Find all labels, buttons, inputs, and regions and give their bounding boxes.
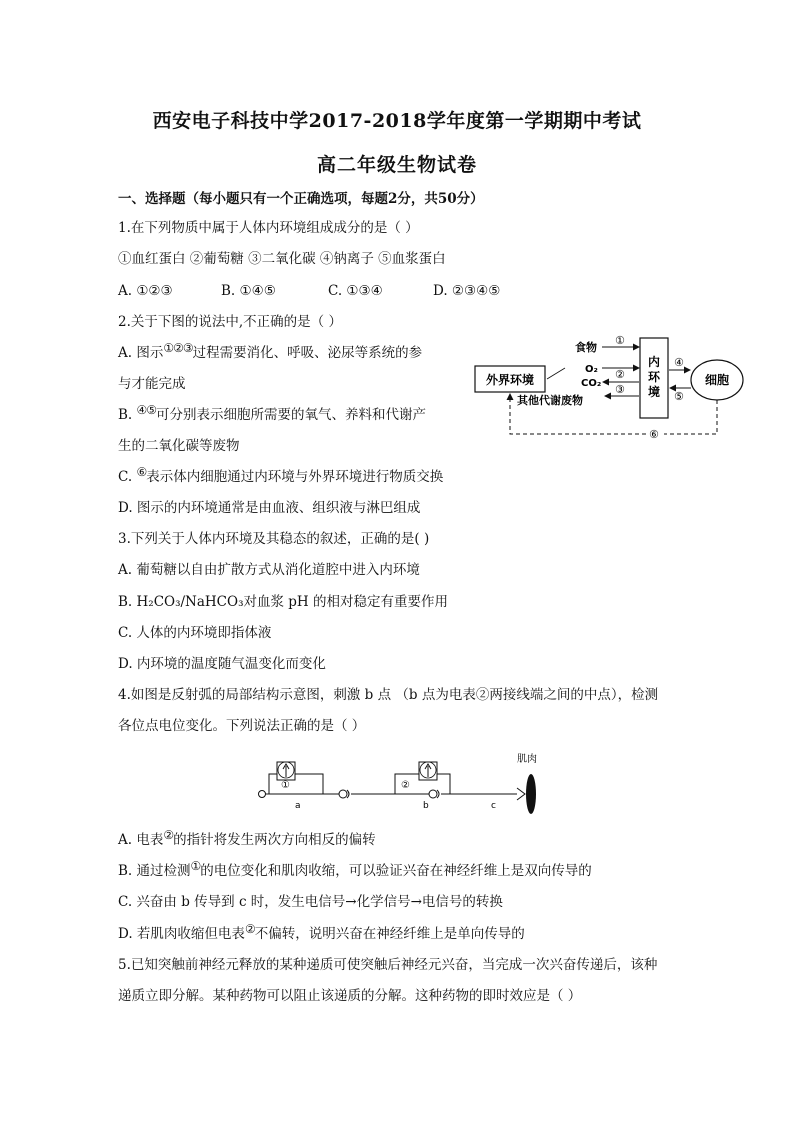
question-1-option-b: B. ①④⑤ bbox=[221, 283, 276, 299]
inner-label-2: 环 bbox=[647, 370, 661, 384]
circle-3: ③ bbox=[615, 383, 625, 396]
synapse-left-2 bbox=[429, 790, 437, 798]
question-2-option-a-cont: 与才能完成 bbox=[118, 376, 186, 392]
circled-numbers: ④⑤ bbox=[136, 403, 157, 417]
circle-5: ⑤ bbox=[674, 390, 684, 403]
circle-4: ④ bbox=[674, 356, 684, 369]
exam-subtitle: 高二年级生物试卷 bbox=[316, 154, 477, 176]
question-3-stem: 3.下列关于人体内环境及其稳态的叙述，正确的是( ) bbox=[118, 531, 430, 547]
question-5-stem-line2: 递质立即分解。某种药物可以阻止该递质的分解。这种药物的即时效应是（ ） bbox=[118, 988, 582, 1004]
inner-label-1: 内 bbox=[647, 355, 661, 369]
exam-title: 西安电子科技中学2017-2018学年度第一学期期中考试 bbox=[152, 110, 642, 132]
section-heading: 一、选择题（每小题只有一个正确选项，每题2分，共50分） bbox=[118, 191, 484, 207]
circled-numbers: ①②③ bbox=[163, 341, 193, 355]
inner-label-3: 境 bbox=[647, 385, 661, 399]
question-3-option-d: D. 内环境的温度随气温变化而变化 bbox=[118, 656, 326, 672]
cell-label: 细胞 bbox=[704, 373, 730, 387]
question-5-stem-line1: 5.已知突触前神经元释放的某种递质可使突触后神经元兴奋，当完成一次兴奋传递后，该种 bbox=[118, 957, 658, 973]
option-b-text: 可分别表示细胞所需要的氧气、养料和代谢产 bbox=[156, 407, 427, 423]
point-a: a bbox=[295, 801, 301, 811]
internal-environment-diagram bbox=[465, 330, 755, 442]
option-a-prefix: A. 电表 bbox=[118, 832, 164, 848]
circle-1: ① bbox=[615, 334, 625, 347]
question-2-option-d: D. 图示的内环境通常是由血液、组织液与淋巴组成 bbox=[118, 500, 421, 516]
option-a-text: 过程需要消化、呼吸、泌尿等系统的参 bbox=[192, 345, 423, 361]
point-b: b bbox=[423, 801, 429, 811]
circle-2: ② bbox=[615, 368, 625, 381]
co2-label: CO₂ bbox=[581, 378, 602, 389]
option-a-prefix: A. 图示 bbox=[118, 345, 164, 361]
meter-1-label: ① bbox=[281, 780, 290, 791]
question-3-option-b: B. H₂CO₃/NaHCO₃对血浆 pH 的相对稳定有重要作用 bbox=[118, 594, 448, 610]
option-c-prefix: C. bbox=[118, 469, 137, 485]
question-4-option-c: C. 兴奋由 b 传导到 c 时，发生电信号→化学信号→电信号的转换 bbox=[118, 894, 503, 910]
point-c: c bbox=[491, 801, 496, 811]
muscle-label: 肌肉 bbox=[517, 754, 537, 765]
question-1-option-d: D. ②③④⑤ bbox=[433, 283, 501, 299]
circled-numbers: ⑥ bbox=[136, 465, 147, 479]
question-2-option-a bbox=[118, 341, 423, 362]
option-d-prefix: D. 若肌肉收缩但电表 bbox=[118, 926, 245, 942]
question-4-option-d bbox=[118, 922, 525, 943]
question-4-option-a bbox=[118, 828, 376, 849]
question-4-option-b bbox=[118, 859, 592, 880]
question-4-stem-line1: 4.如图是反射弧的局部结构示意图，刺激 b 点 （b 点为电表②两接线端之间的中点），检测 bbox=[118, 687, 659, 703]
question-4-stem-line2: 各位点电位变化。下列说法正确的是（ ） bbox=[118, 718, 366, 734]
circled-number: ① bbox=[190, 859, 201, 873]
option-c-text: 表示体内细胞通过内环境与外界环境进行物质交换 bbox=[146, 469, 444, 485]
muscle-shape bbox=[526, 774, 536, 814]
option-d-text: 不偏转，说明兴奋在神经纤维上是单向传导的 bbox=[254, 926, 525, 942]
question-2-option-b bbox=[118, 403, 427, 424]
question-1-option-a: A. ①②③ bbox=[118, 283, 173, 299]
synapse-left-1 bbox=[339, 790, 347, 798]
reflex-arc-diagram bbox=[255, 748, 555, 816]
circled-number: ② bbox=[163, 828, 174, 842]
food-label: 食物 bbox=[575, 341, 597, 354]
question-1-items: ①血红蛋白 ②葡萄糖 ③二氧化碳 ④钠离子 ⑤血浆蛋白 bbox=[118, 251, 446, 267]
meter-2-label: ② bbox=[401, 780, 410, 791]
circled-number: ② bbox=[244, 922, 255, 936]
waste-label: 其他代谢废物 bbox=[517, 394, 583, 407]
question-2-option-b-cont: 生的二氧化碳等废物 bbox=[118, 438, 240, 454]
option-b-text: 的电位变化和肌肉收缩，可以验证兴奋在神经纤维上是双向传导的 bbox=[200, 863, 592, 879]
question-1-option-c: C. ①③④ bbox=[328, 283, 383, 299]
option-a-text: 的指针将发生两次方向相反的偏转 bbox=[173, 832, 376, 848]
o2-label: O₂ bbox=[585, 364, 598, 375]
option-b-prefix: B. bbox=[118, 407, 137, 423]
outer-environment-label: 外界环境 bbox=[485, 373, 535, 387]
circle-6: ⑥ bbox=[649, 428, 659, 441]
question-3-option-a: A. 葡萄糖以自由扩散方式从消化道腔中进入内环境 bbox=[118, 562, 420, 578]
question-3-option-c: C. 人体的内环境即指体液 bbox=[118, 625, 272, 641]
question-2-stem: 2.关于下图的说法中,不正确的是（ ） bbox=[118, 314, 342, 330]
question-1-stem: 1.在下列物质中属于人体内环境组成成分的是（ ） bbox=[118, 220, 419, 236]
option-b-prefix: B. 通过检测 bbox=[118, 863, 191, 879]
question-2-option-c bbox=[118, 465, 444, 486]
